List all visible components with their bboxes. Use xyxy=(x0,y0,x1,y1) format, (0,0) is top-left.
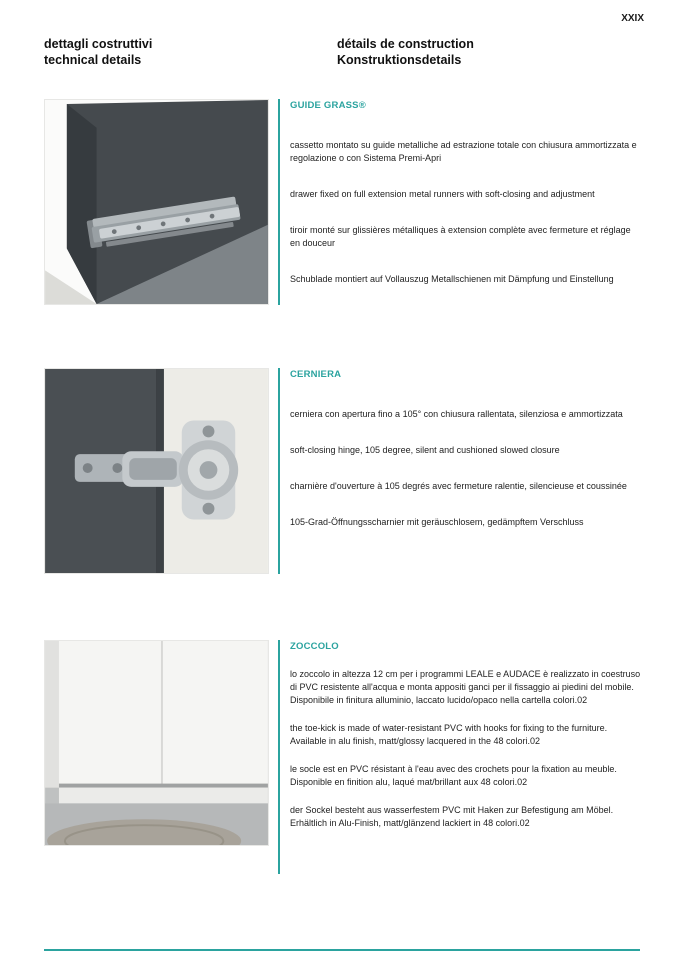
hinge-illustration xyxy=(45,369,268,573)
page-header-right xyxy=(337,37,474,68)
drawer-runner-photo xyxy=(44,99,269,305)
hinge-photo xyxy=(44,368,269,574)
paragraph-german: 105-Grad-Öffnungsscharnier mit geräuschlosem, gedämpftem Verschluss xyxy=(290,517,584,528)
paragraph-french: le socle est en PVC résistant à l'eau avec des crochets pour la fixation au meuble. Disponible en finition alu, laqué mat/brillant aux 48 colori.02 xyxy=(290,764,617,788)
section-zoccolo xyxy=(0,640,678,878)
page-number: XXIX xyxy=(621,13,644,24)
section-cerniera xyxy=(0,368,678,578)
paragraph-french: tiroir monté sur glissières métalliques à extension complète avec fermeture et réglage en douceur xyxy=(290,225,631,249)
paragraph-english: soft-closing hinge, 105 degree, silent and cushioned slowed closure xyxy=(290,445,560,456)
section-text-column xyxy=(290,100,646,309)
paragraph-german: Schublade montiert auf Vollauszug Metallschienen mit Dämpfung und Einstellung xyxy=(290,274,614,285)
paragraph-italian: cassetto montato su guide metalliche ad estrazione totale con chiusura ammortizzata e regolazione o con Sistema Premi-Apri xyxy=(290,140,637,164)
page-header-left xyxy=(44,37,152,68)
paragraph-english: drawer fixed on full extension metal runners with soft-closing and adjustment xyxy=(290,189,595,200)
section-guide-grass xyxy=(0,99,678,309)
section-text-column xyxy=(290,641,646,845)
header-title-french: détails de construction xyxy=(337,37,474,51)
section-title: ZOCCOLO xyxy=(290,641,339,652)
paragraph-italian: lo zoccolo in altezza 12 cm per i programmi LEALE e AUDACE è realizzato in coestruso di PVC resistente all'acqua e monta appositi ganci per il fissaggio ai piedini del mobile. Disponibile in finitura alluminio, laccato lucido/opaco nella cartella colori.02 xyxy=(290,669,641,706)
paragraph-german: der Sockel besteht aus wasserfestem PVC mit Haken zur Befestigung am Möbel. Erhältlich in Alu-Finish, matt/glänzend lackiert in 48 colori.02 xyxy=(290,805,614,829)
header-title-english: technical details xyxy=(44,52,142,67)
section-divider-line xyxy=(278,99,280,305)
header-title-german: Konstruktionsdetails xyxy=(337,52,462,67)
section-divider-line xyxy=(278,368,280,574)
paragraph-italian: cerniera con apertura fino a 105° con chiusura rallentata, silenziosa e ammortizzata xyxy=(290,409,623,419)
footer-rule xyxy=(44,949,640,951)
paragraph-french: charnière d'ouverture à 105 degrés avec fermeture ralentie, silencieuse et coussinée xyxy=(290,481,627,492)
toe-kick-illustration xyxy=(45,641,268,845)
section-title: GUIDE GRASS® xyxy=(290,100,366,111)
paragraph-english: the toe-kick is made of water-resistant PVC with hooks for fixing to the furniture. Available in alu finish, matt/glossy lacquered in the 48 colori.02 xyxy=(290,723,608,747)
toe-kick-photo xyxy=(44,640,269,846)
drawer-runner-illustration xyxy=(45,100,268,304)
section-text-column xyxy=(290,369,646,552)
header-title-italian: dettagli costruttivi xyxy=(44,37,153,51)
section-title: CERNIERA xyxy=(290,369,342,380)
section-divider-line xyxy=(278,640,280,874)
